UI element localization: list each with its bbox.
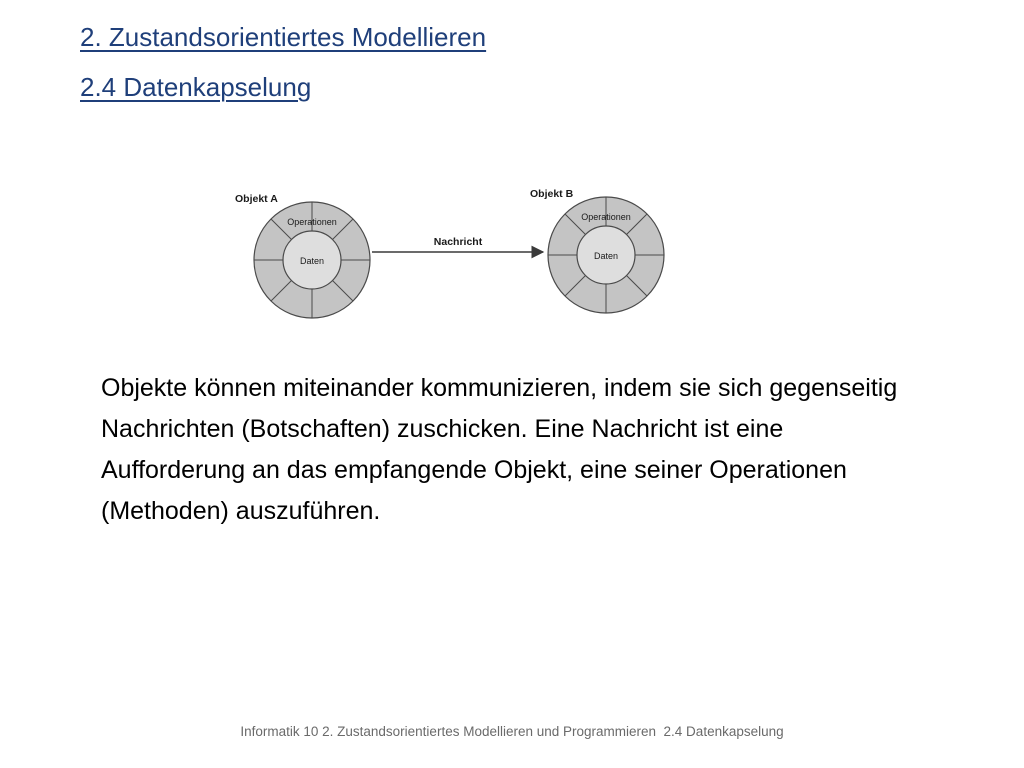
object-a-operations-label: Operationen [287,217,337,227]
message-label: Nachricht [433,236,483,248]
slide-footer: Informatik 10 2. Zustandsorientiertes Modellieren und Programmieren 2.4 Datenkapselung [240,724,784,739]
object-b-label: Objekt B [530,188,574,200]
slide-title: 2. Zustandsorientiertes Modellieren [80,22,487,52]
body-paragraph: Objekte können miteinander kommunizieren, indem sie sich gegenseitig Nachrichten (Botschaften) zuschicken. Eine Nachricht ist eine Aufforderung an das empfangende Objekt, eine seiner Operationen (Methoden) auszuführen. [101,374,898,525]
object-b-data-label: Daten [593,251,619,261]
object-b-operations-label: Operationen [581,212,631,222]
object-a-label: Objekt A [235,193,278,205]
object-a-data-label: Daten [299,256,325,266]
slide-subtitle: 2.4 Datenkapselung [80,72,312,102]
object-message-diagram [230,178,670,338]
